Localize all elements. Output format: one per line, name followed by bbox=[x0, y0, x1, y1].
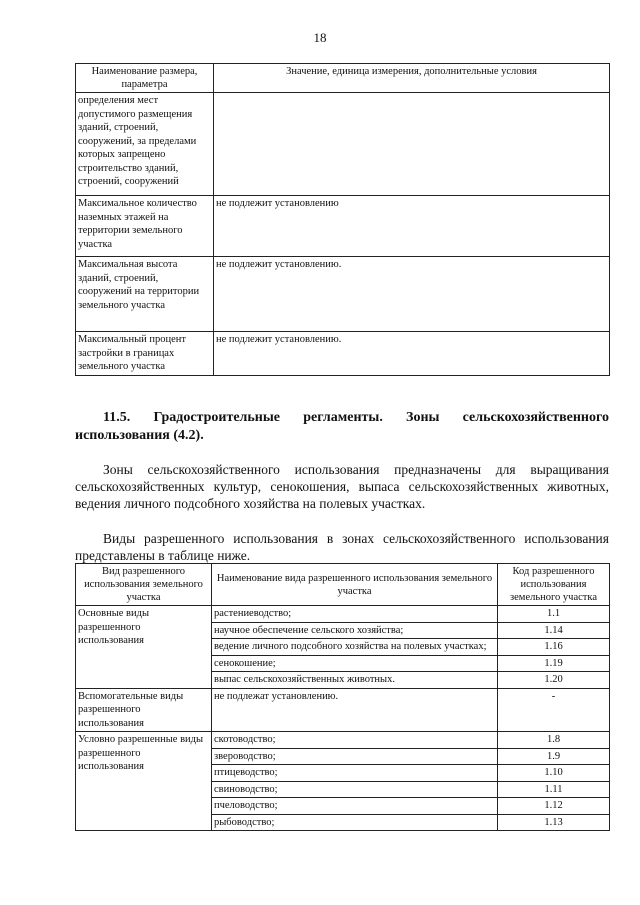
column-header-use-code: Код разрешенного использования земельного участка bbox=[498, 564, 610, 606]
use-name: звероводство; bbox=[212, 748, 498, 765]
use-name: научное обеспечение сельского хозяйства; bbox=[212, 622, 498, 639]
use-code: 1.10 bbox=[498, 765, 610, 782]
use-name: растениеводство; bbox=[212, 606, 498, 623]
use-code: 1.9 bbox=[498, 748, 610, 765]
use-code: 1.12 bbox=[498, 798, 610, 815]
table-row bbox=[76, 732, 610, 749]
use-name: ведение личного подсобного хозяйства на полевых участках; bbox=[212, 639, 498, 656]
use-name: выпас сельскохозяйственных животных. bbox=[212, 672, 498, 689]
parameter-value bbox=[214, 93, 610, 196]
use-code: 1.11 bbox=[498, 781, 610, 798]
permitted-uses-table bbox=[75, 563, 610, 831]
parameter-name: Максимальная высота зданий, строений, сооружений на территории земельного участка bbox=[76, 257, 214, 332]
use-code: 1.19 bbox=[498, 655, 610, 672]
use-code: 1.1 bbox=[498, 606, 610, 623]
use-code: 1.14 bbox=[498, 622, 610, 639]
table-row bbox=[76, 257, 610, 332]
use-name: пчеловодство; bbox=[212, 798, 498, 815]
table-row bbox=[76, 196, 610, 257]
column-header-use-type: Вид разрешенного использования земельного участка bbox=[76, 564, 212, 606]
column-header-use-name: Наименование вида разрешенного использования земельного участка bbox=[212, 564, 498, 606]
parameters-table bbox=[75, 63, 610, 376]
table-row bbox=[76, 332, 610, 376]
use-name: рыбоводство; bbox=[212, 814, 498, 831]
use-name: не подлежат установлению. bbox=[212, 688, 498, 732]
column-header-value: Значение, единица измерения, дополнительные условия bbox=[214, 64, 610, 93]
column-header-parameter: Наименование размера, параметра bbox=[76, 64, 214, 93]
table-row bbox=[76, 688, 610, 732]
use-type-cell: Основные виды разрешенного использования bbox=[76, 606, 212, 689]
use-code: 1.8 bbox=[498, 732, 610, 749]
use-code: 1.20 bbox=[498, 672, 610, 689]
use-code: 1.13 bbox=[498, 814, 610, 831]
page-number: 18 bbox=[313, 30, 327, 45]
section-paragraph: Зоны сельскохозяйственного использования предназначены для выращивания сельскохозяйственных культур, сенокошения, выпаса сельскохозяйственных животных, ведения личного подсобного хозяйства на полевых участках. bbox=[75, 462, 609, 511]
use-name: скотоводство; bbox=[212, 732, 498, 749]
use-name: птицеводство; bbox=[212, 765, 498, 782]
section-paragraph: Виды разрешенного использования в зонах сельскохозяйственного использования представлены в таблице ниже. bbox=[75, 531, 609, 563]
parameter-value: не подлежит установлению. bbox=[214, 257, 610, 332]
table-header-row bbox=[76, 564, 610, 606]
use-name: сенокошение; bbox=[212, 655, 498, 672]
use-type-cell: Вспомогательные виды разрешенного использования bbox=[76, 688, 212, 732]
use-type-cell: Условно разрешенные виды разрешенного использования bbox=[76, 732, 212, 831]
parameter-name: Максимальное количество наземных этажей на территории земельного участка bbox=[76, 196, 214, 257]
parameter-value: не подлежит установлению. bbox=[214, 332, 610, 376]
table-row bbox=[76, 606, 610, 623]
parameter-value: не подлежит установлению bbox=[214, 196, 610, 257]
parameter-name: Максимальный процент застройки в границах земельного участка bbox=[76, 332, 214, 376]
use-name: свиноводство; bbox=[212, 781, 498, 798]
table-row bbox=[76, 93, 610, 196]
section-heading: 11.5. Градостроительные регламенты. Зоны сельскохозяйственного использования (4.2). bbox=[75, 410, 609, 443]
parameter-name: определения мест допустимого размещения зданий, строений, сооружений, за пределами которых запрещено строительство зданий, строений, сооружений bbox=[76, 93, 214, 196]
use-code: - bbox=[498, 688, 610, 732]
table-header-row bbox=[76, 64, 610, 93]
use-code: 1.16 bbox=[498, 639, 610, 656]
